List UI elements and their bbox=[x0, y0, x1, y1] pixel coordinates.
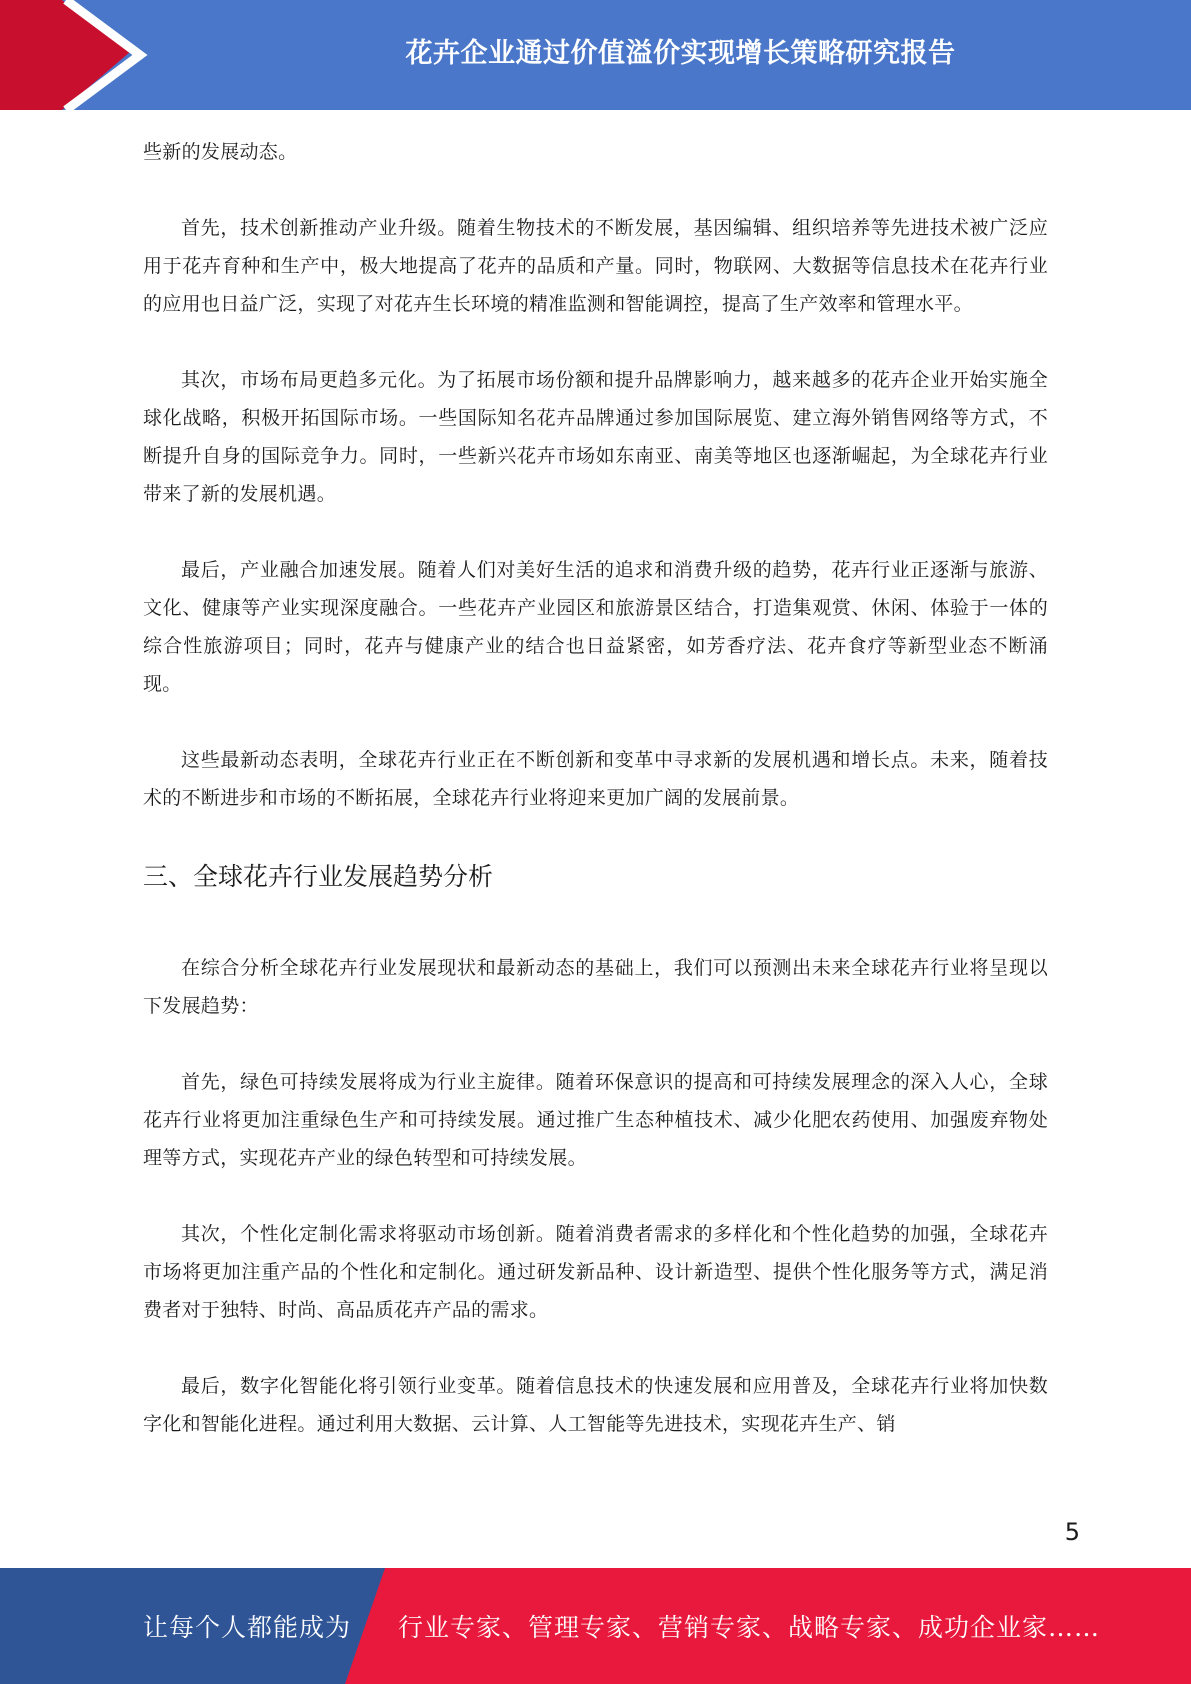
main-content bbox=[143, 133, 1048, 1443]
paragraph-tech-innovation: 首先，技术创新推动产业升级。随着生物技术的不断发展，基因编辑、组织培养等先进技术被广泛应用于花卉育种和生产中，极大地提高了花卉的品质和产量。同时，物联网、大数据等信息技术在花卉行业的应用也日益广泛，实现了对花卉生长环境的精准监测和智能调控，提高了生产效率和管理水平。 bbox=[143, 217, 1048, 315]
page-footer bbox=[0, 1568, 1191, 1684]
red-arrow-decoration bbox=[0, 0, 160, 110]
paragraph-market-layout: 其次，市场布局更趋多元化。为了拓展市场份额和提升品牌影响力，越来越多的花卉企业开始实施全球化战略，积极开拓国际市场。一些国际知名花卉品牌通过参加国际展览、建立海外销售网络等方式，不断提升自身的国际竞争力。同时，一些新兴花卉市场如东南亚、南美等地区也逐渐崛起，为全球花卉行业带来了新的发展机遇。 bbox=[143, 369, 1048, 505]
paragraph-summary: 这些最新动态表明，全球花卉行业正在不断创新和变革中寻求新的发展机遇和增长点。未来，随着技术的不断进步和市场的不断拓展，全球花卉行业将迎来更加广阔的发展前景。 bbox=[143, 749, 1048, 809]
report-title: 花卉企业通过价值溢价实现增长策略研究报告 bbox=[405, 37, 956, 69]
footer-slogan-left: 让每个人都能成为 bbox=[143, 1613, 352, 1642]
paragraph-digitalization: 最后，数字化智能化将引领行业变革。随着信息技术的快速发展和应用普及，全球花卉行业将加快数字化和智能化进程。通过利用大数据、云计算、人工智能等先进技术，实现花卉生产、销 bbox=[143, 1375, 1048, 1435]
paragraph-continuation: 些新的发展动态。 bbox=[143, 141, 298, 163]
paragraph-personalization: 其次，个性化定制化需求将驱动市场创新。随着消费者需求的多样化和个性化趋势的加强，全球花卉市场将更加注重产品的个性化和定制化。通过研发新品种、设计新造型、提供个性化服务等方式，满足消费者对于独特、时尚、高品质花卉产品的需求。 bbox=[143, 1223, 1048, 1321]
page-header bbox=[0, 0, 1191, 110]
page-number: 5 bbox=[1064, 1518, 1080, 1546]
footer-slogan-right: 行业专家、管理专家、营销专家、战略专家、成功企业家…… bbox=[398, 1613, 1101, 1642]
paragraph-trend-intro: 在综合分析全球花卉行业发展现状和最新动态的基础上，我们可以预测出未来全球花卉行业将呈现以下发展趋势： bbox=[143, 957, 1048, 1017]
paragraph-industry-fusion: 最后，产业融合加速发展。随着人们对美好生活的追求和消费升级的趋势，花卉行业正逐渐与旅游、文化、健康等产业实现深度融合。一些花卉产业园区和旅游景区结合，打造集观赏、休闲、体验于一体的综合性旅游项目；同时，花卉与健康产业的结合也日益紧密，如芳香疗法、花卉食疗等新型业态不断涌现。 bbox=[143, 559, 1048, 695]
section-heading: 三、全球花卉行业发展趋势分析 bbox=[143, 862, 494, 891]
paragraph-green-development: 首先，绿色可持续发展将成为行业主旋律。随着环保意识的提高和可持续发展理念的深入人心，全球花卉行业将更加注重绿色生产和可持续发展。通过推广生态种植技术、减少化肥农药使用、加强废弃物处理等方式，实现花卉产业的绿色转型和可持续发展。 bbox=[143, 1071, 1048, 1169]
